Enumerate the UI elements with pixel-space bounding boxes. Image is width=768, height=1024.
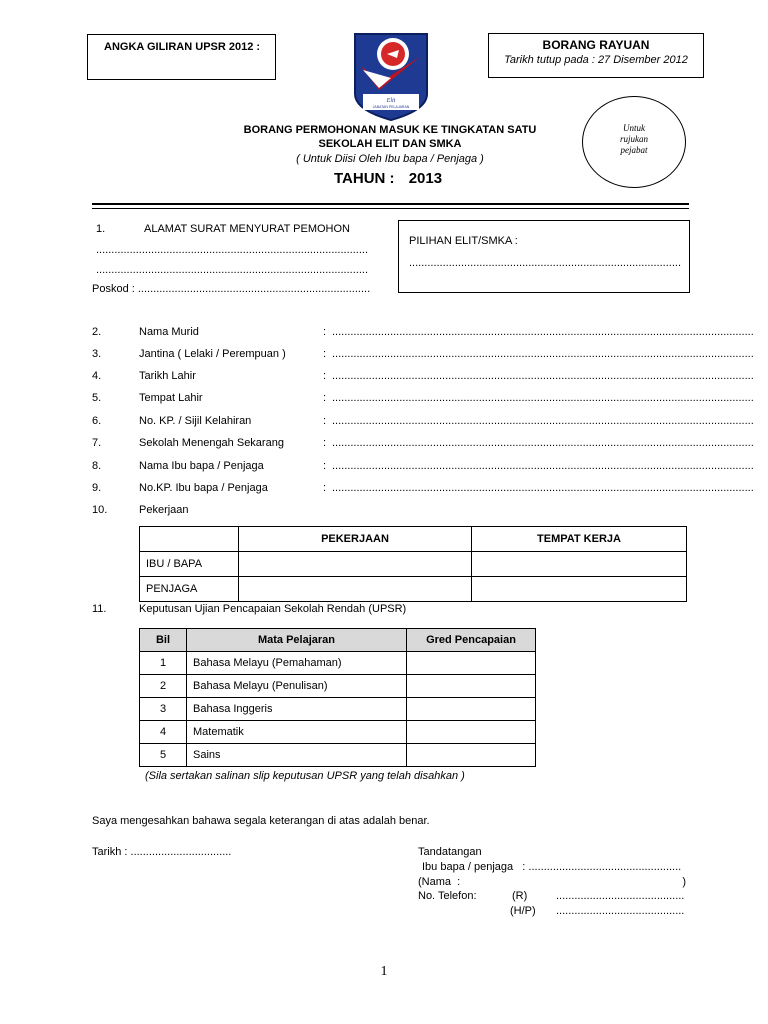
upsr-bil: 5 [140, 744, 187, 767]
field-num: 7. [92, 437, 102, 449]
nama-line[interactable] [418, 876, 686, 890]
school-logo [351, 32, 431, 122]
pilihan-line[interactable]: ......................................................................................... [409, 257, 681, 269]
form-field-row [92, 437, 754, 451]
declaration-text: Saya mengesahkan bahawa segala keterangan di atas adalah benar. [92, 815, 430, 827]
upsr-bil: 1 [140, 652, 187, 675]
pekerjaan-label: Pekerjaan [139, 504, 189, 516]
tarikh-tutup: Tarikh tutup pada : 27 Disember 2012 [504, 54, 688, 66]
tahun-label: TAHUN : [334, 170, 395, 187]
upsr-subject: Bahasa Melayu (Pemahaman) [187, 652, 407, 675]
field-input-line[interactable]: .......................................................................................................................................... [332, 326, 754, 338]
ibubapa-signature-line[interactable]: Ibu bapa / penjaga : .................................................. [422, 861, 682, 873]
ibubapa-tempat-cell[interactable] [472, 552, 687, 577]
upsr-heading [92, 603, 492, 617]
form-field-row [92, 392, 754, 406]
table-row [140, 552, 687, 577]
table-row [140, 577, 687, 602]
form-title-line1: BORANG PERMOHONAN MASUK KE TINGKATAN SATU [243, 124, 537, 136]
pekerjaan-num: 10. [92, 504, 108, 516]
field-label: Nama Murid [139, 326, 199, 338]
field-colon: : [323, 392, 327, 404]
upsr-table [139, 628, 536, 767]
field-input-line[interactable]: .......................................................................................................................................... [332, 348, 754, 360]
penjaga-pekerjaan-cell[interactable] [239, 577, 472, 602]
upsr-subject: Bahasa Melayu (Penulisan) [187, 675, 407, 698]
form-field-row [92, 482, 754, 496]
upsr-bil: 3 [140, 698, 187, 721]
upsr-header-bil: Bil [140, 629, 187, 652]
tahun-value: 2013 [408, 170, 443, 187]
upsr-header-gred: Gred Pencapaian [407, 629, 536, 652]
table-row [140, 652, 536, 675]
field-num: 6. [92, 415, 102, 427]
ibubapa-pekerjaan-cell[interactable] [239, 552, 472, 577]
pekerjaan-heading [92, 504, 392, 518]
address-line-1[interactable]: ......................................................................................... [96, 244, 368, 256]
address-num: 1. [96, 223, 106, 235]
field-label: No.KP. Ibu bapa / Penjaga [139, 482, 268, 494]
field-label: Sekolah Menengah Sekarang [139, 437, 284, 449]
pilihan-box[interactable] [398, 220, 690, 293]
header-divider [92, 203, 689, 209]
pekerjaan-row-label: PENJAGA [140, 577, 239, 602]
form-field-row [92, 348, 754, 362]
pekerjaan-header-pekerjaan: PEKERJAAN [239, 527, 472, 552]
field-label: Nama Ibu bapa / Penjaga [139, 460, 264, 472]
field-input-line[interactable]: .......................................................................................................................................... [332, 392, 754, 404]
nama-open: (Nama : [418, 876, 461, 888]
upsr-header-subject: Mata Pelajaran [187, 629, 407, 652]
angka-giliran-label: ANGKA GILIRAN UPSR 2012 : [104, 41, 261, 53]
upsr-subject: Bahasa Inggeris [187, 698, 407, 721]
field-label: Jantina ( Lelaki / Perempuan ) [139, 348, 286, 360]
borang-rayuan-title: BORANG RAYUAN [542, 38, 650, 52]
telefon-hp-label: (H/P) [510, 905, 536, 917]
svg-text:JABATAN PELAJARAN: JABATAN PELAJARAN [372, 105, 410, 109]
angka-giliran-box[interactable] [87, 34, 276, 80]
form-field-row [92, 415, 754, 429]
telefon-hp-line[interactable]: .......................................... [556, 905, 685, 917]
address-section [96, 223, 386, 237]
field-label: Tempat Lahir [139, 392, 203, 404]
field-num: 9. [92, 482, 102, 494]
pilihan-label: PILIHAN ELIT/SMKA : [409, 235, 518, 247]
upsr-gred-cell[interactable] [407, 652, 536, 675]
field-num: 3. [92, 348, 102, 360]
field-label: Tarikh Lahir [139, 370, 196, 382]
upsr-label: Keputusan Ujian Pencapaian Sekolah Rendah (UPSR) [139, 603, 407, 615]
form-field-row [92, 370, 754, 384]
field-input-line[interactable]: .......................................................................................................................................... [332, 370, 754, 382]
field-colon: : [323, 415, 327, 427]
field-colon: : [323, 437, 327, 449]
table-row [140, 698, 536, 721]
borang-rayuan-box [488, 33, 704, 78]
office-stamp-circle [582, 96, 686, 188]
upsr-gred-cell[interactable] [407, 721, 536, 744]
pekerjaan-table [139, 526, 687, 602]
table-row [140, 675, 536, 698]
field-colon: : [323, 482, 327, 494]
pekerjaan-header-tempat: TEMPAT KERJA [472, 527, 687, 552]
field-input-line[interactable]: .......................................................................................................................................... [332, 460, 754, 472]
field-num: 4. [92, 370, 102, 382]
upsr-gred-cell[interactable] [407, 698, 536, 721]
upsr-bil: 4 [140, 721, 187, 744]
field-num: 8. [92, 460, 102, 472]
upsr-note: (Sila sertakan salinan slip keputusan UPSR yang telah disahkan ) [145, 770, 465, 782]
field-input-line[interactable]: .......................................................................................................................................... [332, 415, 754, 427]
field-input-line[interactable]: .......................................................................................................................................... [332, 482, 754, 494]
upsr-header-row [140, 629, 536, 652]
table-row [140, 721, 536, 744]
upsr-subject: Sains [187, 744, 407, 767]
form-field-row [92, 326, 754, 340]
field-num: 2. [92, 326, 102, 338]
table-row [140, 744, 536, 767]
form-title-line2: SEKOLAH ELIT DAN SMKA [318, 138, 462, 150]
field-label: No. KP. / Sijil Kelahiran [139, 415, 252, 427]
telefon-label: No. Telefon: [418, 890, 477, 902]
field-colon: : [323, 460, 327, 472]
upsr-subject: Matematik [187, 721, 407, 744]
tahun-heading [334, 170, 442, 187]
upsr-gred-cell[interactable] [407, 675, 536, 698]
address-label: ALAMAT SURAT MENYURAT PEMOHON [144, 223, 350, 235]
upsr-bil: 2 [140, 675, 187, 698]
tarikh-line[interactable]: Tarikh : ................................. [92, 846, 232, 858]
office-note: Untuk rujukan pejabat [620, 123, 648, 155]
poskod-line[interactable]: Poskod : ............................................................................ [92, 283, 371, 295]
pekerjaan-header-empty [140, 527, 239, 552]
pekerjaan-header-row [140, 527, 687, 552]
upsr-num: 11. [92, 603, 107, 615]
field-colon: : [323, 326, 327, 338]
pekerjaan-row-label: IBU / BAPA [140, 552, 239, 577]
form-subtitle: ( Untuk Diisi Oleh Ibu bapa / Penjaga ) [296, 153, 484, 165]
field-input-line[interactable]: .......................................................................................................................................... [332, 437, 754, 449]
nama-close: ) [682, 876, 686, 888]
address-line-2[interactable]: ......................................................................................... [96, 264, 368, 276]
field-colon: : [323, 370, 327, 382]
svg-text:Elit: Elit [386, 98, 396, 104]
upsr-gred-cell[interactable] [407, 744, 536, 767]
page-number: 1 [380, 964, 388, 979]
penjaga-tempat-cell[interactable] [472, 577, 687, 602]
field-colon: : [323, 348, 327, 360]
telefon-r-label: (R) [512, 890, 528, 902]
field-num: 5. [92, 392, 102, 404]
tandatangan-label: Tandatangan [418, 846, 482, 858]
telefon-r-line[interactable]: .......................................... [556, 890, 685, 902]
form-field-row [92, 460, 754, 474]
